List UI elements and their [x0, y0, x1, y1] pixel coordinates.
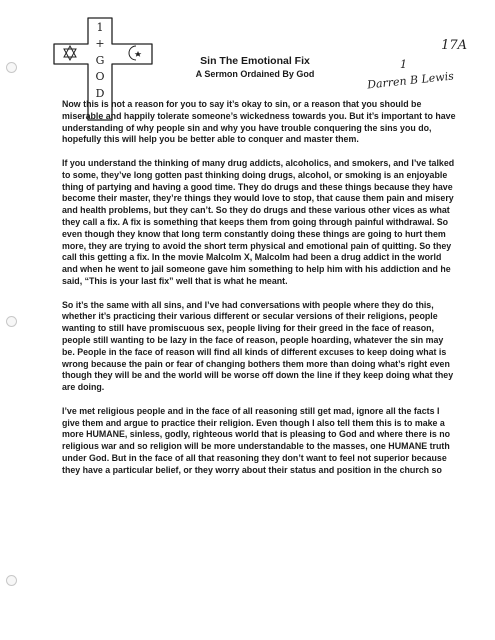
paragraph: So it’s the same with all sins, and I’ve had conversations with people where they do this, whether it’s practicing their various different or secular versions of their religions, people wanting to still have promiscuous sex, people living for their greed in the face of reason, people still wanting to be lazy in the face of reason, people hoarding, whatever the sin may be. People in the face of reason will find all kinds of different excuses to keep doing what is wrong because the pain or fear of changing bothers them more than doing what’s right even though they will be and the world will be worse off down the line if they keep doing what they are doing. [62, 299, 454, 393]
star-of-david-icon [64, 46, 76, 60]
page-number: 17A [441, 38, 467, 53]
page-title: Sin The Emotional Fix [200, 55, 310, 67]
paragraph: I’ve met religious people and in the face of all reasoning still get mad, ignore all the facts I give them and argue to practice their religion. Even though I also tell them this is to make a more HUMANE, sinless, godly, righteous world that is pleasing to God and where there is no religious war and so religion will be more understandable to the masses, one HUMANE truth under God. But in the face of all that reasoning they don’t want to feel not superior because they have a particular belief, or they worry about their status and position in the church so [62, 405, 451, 475]
cross-letter: O [95, 70, 105, 83]
paragraph: If you understand the thinking of many drug addicts, alcoholics, and smokers, and I’ve talked to some, they’ve long gotten past thinking doing drugs, alcohol, or smoking is an enjoyable thing of partying and having a good time. They do drugs and these things because they have become their master, they’re things they would love to stop, that cause them pain and misery and health problems, but they can’t. So they do drugs and these various other vices as what they call a fix. A fix is something that keeps them from going through painful withdrawal. So even though they know that long term constantly doing these things are going to hurt them more, they are trying to avoid the short term physical and emotional pain of quitting. So they call this getting a fix. In the movie Malcolm X, Malcolm had been a drug addict in the world and when he went to jail someone gave him something to help him with his addiction and he said, “This is your last fix” well that is what he meant. [62, 157, 455, 286]
paragraph: Now this is not a reason for you to say it’s okay to sin, or a reason that you should be miserable and happily tolerate someone’s wickedness towards you. But it’s important to have understanding of why people sin and why you have trouble conquering the sins you do, hopefully this will help you be better able to conquer and master them. [62, 99, 456, 145]
punch-hole-bottom [6, 575, 17, 586]
leaf-number: 1 [400, 58, 407, 71]
cross-letter: + [95, 37, 105, 50]
cross-letter: G [95, 54, 105, 67]
cross-letter: D [95, 87, 105, 100]
page-subtitle: A Sermon Ordained By God [195, 69, 315, 79]
punch-hole-middle [6, 316, 17, 327]
punch-hole-top [6, 62, 17, 73]
sermon-body [62, 99, 456, 488]
author-signature: Darren B Lewis [366, 69, 455, 92]
sermon-header [170, 54, 340, 81]
cross-letter: 1 [96, 21, 104, 34]
crescent-star-icon [129, 46, 141, 60]
